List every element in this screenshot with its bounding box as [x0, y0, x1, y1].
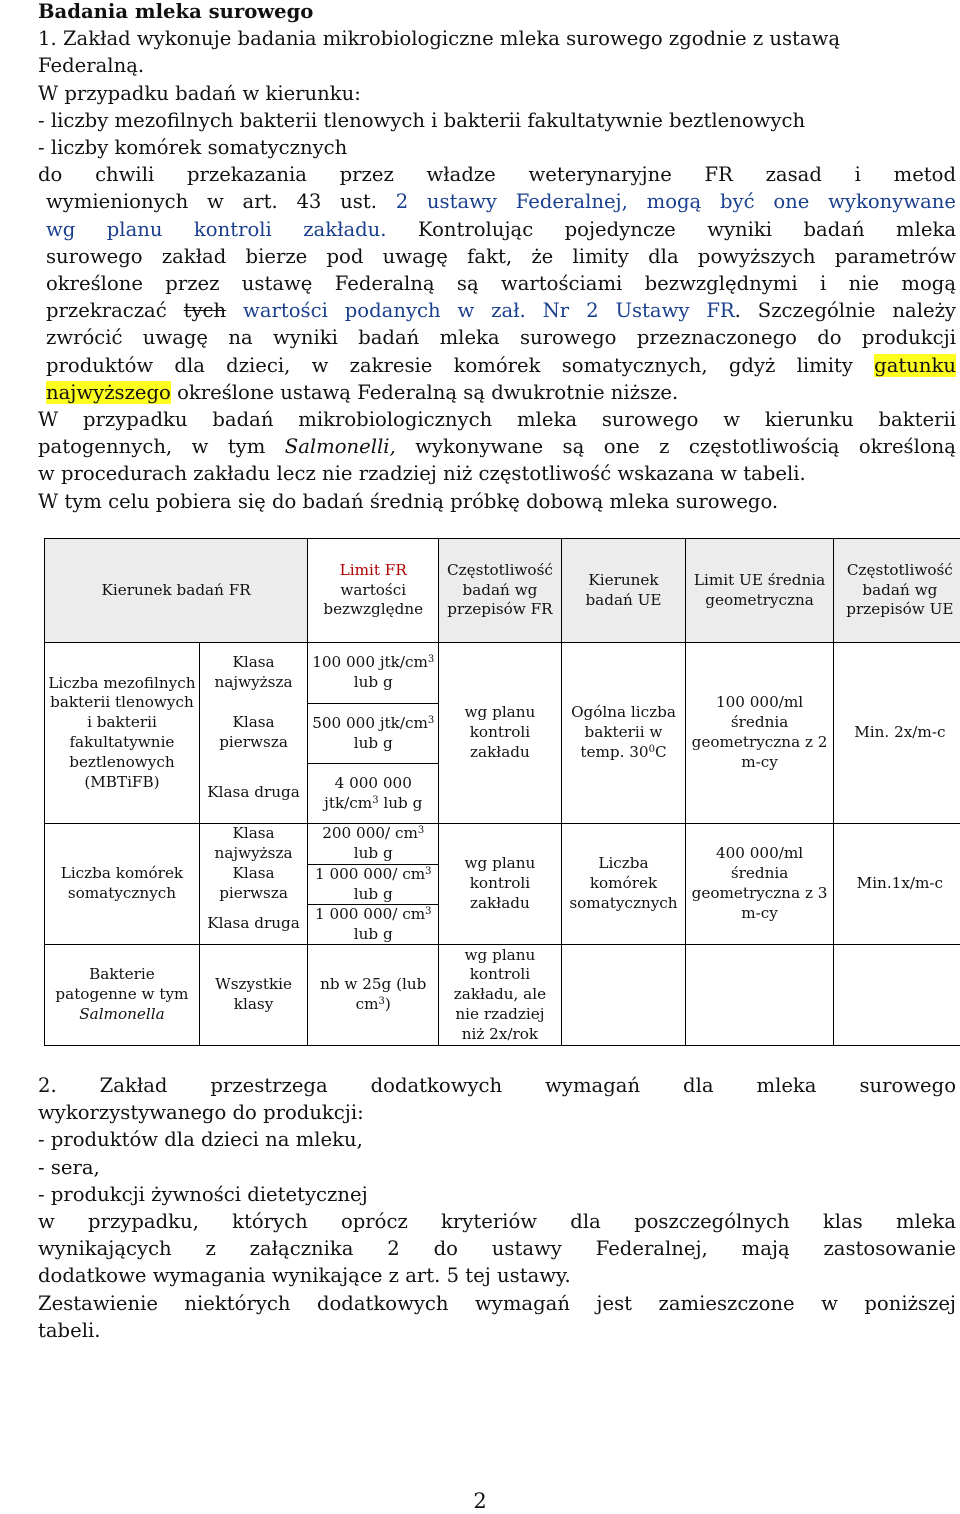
superscript: 3 — [425, 905, 432, 917]
limit-value — [308, 643, 438, 704]
s2-line-9: Zestawienie niektórych dodatkowych wymagań jest zamieszczone w poniższej — [38, 1291, 956, 1315]
s1-line-7a: wymienionych w art. 43 ust. — [46, 190, 377, 214]
class-cells — [199, 824, 307, 945]
header-czestotliwosc-ue: Częstotliwość badań wg przepisów UE — [833, 539, 960, 643]
row-label-somatic: Liczba komórek somatycznych — [45, 824, 200, 945]
value-text: nb w 25g (lub cm — [320, 975, 427, 1013]
table-header-row — [45, 539, 960, 643]
s2-line-10: tabeli. — [38, 1318, 101, 1342]
table-row — [45, 643, 960, 824]
empty-cell — [561, 945, 686, 1046]
header-limit-ue: Limit UE średnia geometryczna — [686, 539, 833, 643]
czestotliwosc-fr-cell: wg planu kontroli zakładu, ale nie rzadziej niż 2x/rok — [439, 945, 561, 1046]
value-unit: lub g — [378, 793, 423, 812]
heading: Badania mleka surowego — [38, 0, 314, 23]
superscript: 0 — [648, 743, 655, 755]
s1-line-11c: wartości podanych w zał. Nr 2 Ustawy FR — [226, 299, 735, 323]
struck-word: tych — [183, 299, 227, 323]
s1-line-6: do chwili przekazania przez władze weterynaryjne FR zasad i metod — [38, 163, 956, 187]
pathogens-text: Bakterie patogenne w tym — [55, 965, 189, 1004]
s1-line-8b: Kontrolując pojedyncze wyniki badań mleka — [386, 217, 957, 241]
table-row — [45, 824, 960, 945]
s1-line-12: zwrócić uwagę na wyniki badań mleka surowego przeznaczonego do produkcji — [46, 326, 956, 350]
class-all: Wszystkie klasy — [199, 945, 307, 1046]
s2-line-1-text: Zakład przestrzega dodatkowych wymagań dla mleka surowego — [99, 1074, 956, 1097]
superscript: 3 — [378, 996, 385, 1007]
superscript: 3 — [427, 654, 435, 666]
limit-value — [308, 905, 438, 944]
s1-line-9: surowego zakład bierze pod uwagę fakt, że limity dla powyższych parametrów — [46, 244, 956, 268]
section-2 — [38, 1072, 956, 1344]
header-limit-fr-b: wartości bezwzględne — [323, 580, 424, 619]
s2-line-3: - produktów dla dzieci na mleku, — [38, 1128, 363, 1152]
limit-ue-cell: 400 000/ml średnia geometryczna z 3 m-cy — [686, 824, 833, 945]
s1-line-8a: wg planu kontroli zakładu. — [46, 217, 387, 241]
limit-value — [308, 764, 438, 823]
value-text: 1 000 000/ cm — [314, 904, 426, 923]
value-text: 4 000 000 jtk/cm — [324, 773, 412, 812]
value-text: 200 000/ cm — [322, 824, 418, 843]
class-pierwsza: Klasa pierwsza — [219, 864, 288, 902]
czestotliwosc-fr-cell: wg planu kontroli zakładu — [439, 824, 561, 945]
s1-line-16a: patogennych, w tym — [38, 435, 285, 459]
value-unit: lub g — [353, 884, 393, 903]
s1-line-7 — [38, 188, 956, 215]
value-unit: lub g — [353, 844, 393, 862]
class-druga: Klasa druga — [207, 783, 300, 802]
class-cells — [199, 643, 307, 824]
header-kierunek-fr: Kierunek badań FR — [45, 539, 308, 643]
limit-value — [308, 704, 438, 764]
class-druga: Klasa druga — [207, 914, 300, 933]
value-unit: ) — [384, 995, 391, 1013]
s2-line-8: dodatkowe wymagania wynikające z art. 5 tej ustawy. — [38, 1264, 571, 1288]
limit-cells — [308, 643, 439, 824]
limit-value — [308, 945, 439, 1046]
highlight-gatunku: gatunku — [874, 353, 956, 377]
s1-line-10: określone przez ustawę Federalną są wartościami bezwzględnymi i nie mogą — [46, 272, 956, 296]
s1-line-11a: przekraczać — [46, 299, 184, 323]
s2-line-4: - sera, — [38, 1155, 100, 1179]
s2-number: 2. — [38, 1074, 57, 1097]
salmonella-italic: Salmonella — [79, 1004, 165, 1023]
unit-c: C — [654, 742, 667, 761]
s2-line-5: - produkcji żywności dietetycznej — [38, 1182, 368, 1206]
s2-line-2: wykorzystywanego do produkcji: — [38, 1101, 364, 1125]
superscript: 3 — [425, 865, 432, 877]
header-limit-fr — [308, 539, 439, 643]
s1-line-14 — [38, 379, 956, 406]
header-limit-fr-a: Limit FR — [339, 560, 407, 579]
s1-line-5: - liczby komórek somatycznych — [38, 136, 348, 160]
s1-line-8 — [38, 216, 956, 243]
s2-line-6: w przypadku, których oprócz kryteriów dla poszczególnych klas mleka — [38, 1210, 956, 1234]
value-unit: lub g — [353, 924, 393, 943]
s1-line-2: Federalną. — [38, 54, 145, 78]
header-kierunek-ue: Kierunek badań UE — [561, 539, 686, 643]
czestotliwosc-fr-cell: wg planu kontroli zakładu — [439, 643, 561, 824]
limit-ue-cell: 100 000/ml średnia geometryczna z 2 m-cy — [686, 643, 833, 824]
limit-cells — [308, 824, 439, 945]
s1-line-3: W przypadku badań w kierunku: — [38, 81, 361, 105]
s1-line-1-text: Zakład wykonuje badania mikrobiologiczne mleka surowego zgodnie z ustawą — [62, 27, 841, 51]
superscript: 3 — [427, 714, 435, 726]
s1-line-13a: produktów dla dzieci, w zakresie komórek somatycznych, gdyż limity — [46, 353, 875, 377]
czestotliwosc-ue-cell: Min.1x/m-c — [833, 824, 960, 945]
superscript: 3 — [372, 794, 379, 806]
s1-line-16c: wykonywane są one z częstotliwością określoną — [395, 435, 956, 459]
kierunek-ue-cell: Liczba komórek somatycznych — [561, 824, 686, 945]
s2-line-7: wynikających z załącznika 2 do ustawy Federalnej, mają zastosowanie — [38, 1237, 956, 1261]
class-najwyzsza: Klasa najwyższa — [214, 653, 293, 691]
limit-value — [308, 865, 438, 905]
superscript: 3 — [417, 825, 425, 837]
limit-value — [308, 824, 438, 865]
s1-line-16 — [38, 433, 956, 460]
class-pierwsza: Klasa pierwsza — [219, 713, 288, 751]
value-unit: lub g — [353, 733, 393, 752]
czestotliwosc-ue-cell: Min. 2x/m-c — [833, 643, 960, 824]
row-label-mbtifb: Liczba mezofilnych bakterii tlenowych i bakterii fakultatywnie beztlenowych (MBTiFB) — [45, 643, 200, 824]
section-1 — [38, 0, 956, 515]
page-number: 2 — [473, 1489, 487, 1513]
row-label-pathogens — [45, 945, 200, 1046]
class-najwyzsza: Klasa najwyższa — [214, 824, 293, 862]
s1-line-15: W przypadku badań mikrobiologicznych mleka surowego w kierunku bakterii — [38, 408, 956, 432]
s1-line-14b: określone ustawą Federalną są dwukrotnie niższe. — [170, 380, 679, 404]
header-czestotliwosc-fr: Częstotliwość badań wg przepisów FR — [439, 539, 561, 643]
s1-line-13 — [38, 352, 956, 379]
table-row — [45, 945, 960, 1046]
s1-line-17: w procedurach zakładu lecz nie rzadziej niż częstotliwość wskazana w tabeli. — [38, 462, 806, 486]
s1-line-7b: 2 ustawy Federalnej, mogą być one wykonywane — [376, 190, 956, 214]
s1-line-11d: . Szczególnie należy — [734, 299, 956, 323]
value-text: 1 000 000/ cm — [314, 864, 426, 883]
kierunek-ue-cell — [561, 643, 686, 824]
highlight-najwyzszego: najwyższego — [46, 380, 171, 404]
s2-line-1 — [38, 1072, 956, 1099]
empty-cell — [833, 945, 960, 1046]
s1-line-1 — [38, 25, 956, 52]
s1-line-18: W tym celu pobiera się do badań średnią próbkę dobową mleka surowego. — [38, 489, 779, 513]
s1-number: 1. — [38, 27, 57, 51]
s1-line-4: - liczby mezofilnych bakterii tlenowych i bakterii fakultatywnie beztlenowych — [38, 108, 806, 132]
kierunek-ue-text: Ogólna liczba bakterii w temp. 30 — [571, 703, 676, 761]
value-text: 500 000 jtk/cm — [312, 713, 428, 732]
requirements-table — [44, 538, 960, 1046]
value-text: 100 000 jtk/cm — [312, 653, 428, 672]
s1-line-11 — [38, 297, 956, 324]
empty-cell — [686, 945, 833, 1046]
salmonelli-italic: Salmonelli, — [284, 435, 396, 459]
value-unit: lub g — [353, 673, 393, 691]
